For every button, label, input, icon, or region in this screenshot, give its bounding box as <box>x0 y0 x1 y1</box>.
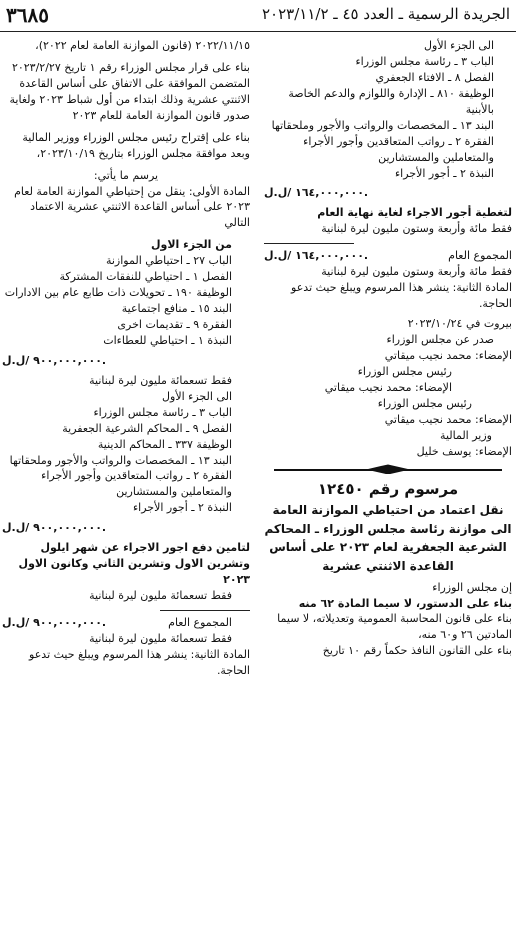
function-line: الوظيفة ٣٣٧ ـ المحاكم الدينية <box>97 437 232 451</box>
article-two: المادة الثانية: ينشر هذا المرسوم ويبلغ حيث تدعو الحاجة. <box>291 281 512 311</box>
chapter-line: الباب ٣ ـ رئاسة مجلس الوزراء <box>355 54 494 68</box>
paragraph-line: الفقرة ٩ ـ تقديمات اخرى <box>117 318 232 331</box>
subparagraph-line: النبذة ٢ ـ أجور الأجراء <box>132 501 232 515</box>
total-label: المجموع العام <box>448 249 512 263</box>
amount: ٩٠٠,٠٠٠,٠٠٠ /ل.ل. <box>2 521 107 535</box>
signature-title: رئيس مجلس الوزراء <box>357 364 452 378</box>
section-line: الفصل ٨ ـ الافتاء الجعفري <box>375 70 494 84</box>
legal-basis: بناء على قانون المحاسبة العمومية وتعديلاته، لا سيما المادتين ٢٦ و٦٠ منه، <box>277 612 512 642</box>
section-separator <box>274 467 502 473</box>
total-label: المجموع العام <box>168 615 232 629</box>
item-line: البند ١٥ ـ منافع اجتماعية <box>121 302 232 316</box>
article-one: المادة الأولى: ينقل من إحتياطي الموازنة العامة لعام ٢٠٢٣ على أساس القاعدة الاثنتي عشرية الاعتماد التالي <box>14 184 250 230</box>
total-rule <box>264 243 354 244</box>
decree-title: نقل اعتماد من احتياطي الموازنة العامة الى موازنة رئاسة مجلس الوزراء ـ المحاكم الشرعية الجعفرية لعام ٢٠٢٣ على أساس القاعدة الاثنتي عشرية <box>264 503 512 573</box>
amount: ٩٠٠,٠٠٠,٠٠٠ /ل.ل. <box>2 353 107 367</box>
proposal: بناء على إقتراح رئيس مجلس الوزراء ووزير المالية <box>22 130 250 144</box>
amount-words: فقط مائة وأربعة وستون مليون ليرة لبنانية <box>321 222 512 236</box>
signature: الإمضاء: محمد نجيب ميقاتي <box>384 348 512 362</box>
total-rule <box>160 610 250 611</box>
subparagraph-line: النبذة ١ ـ احتياطي للعطاءات <box>103 333 232 347</box>
legal-basis: بناء على الدستور، لا سيما المادة ٦٢ منه <box>298 596 512 610</box>
purpose: لتغطية أجور الاجراء لغاية نهاية العام <box>317 206 512 220</box>
subparagraph-line: النبذة ٢ ـ أجور الأجراء <box>394 166 494 180</box>
council-intro: إن مجلس الوزراء <box>432 580 512 594</box>
from-part: من الجزء الاول <box>150 238 232 252</box>
page-number: ٣٦٨٥ <box>6 3 49 27</box>
signature: الإمضاء: محمد نجيب ميقاتي <box>324 380 452 394</box>
right-column <box>264 38 512 659</box>
left-column <box>2 38 250 679</box>
signature: الإمضاء: يوسف خليل <box>416 444 512 458</box>
approval: وبعد موافقة مجلس الوزراء بتاريخ ٢٠٢٣/١٠/١٩، <box>36 146 250 160</box>
signature-title: رئيس مجلس الوزراء <box>377 396 472 410</box>
purpose: لتامين دفع اجور الاجراء عن شهر ايلول وتشرين الاول وتشرين الثاني وكانون الاول ٢٠٢٣ <box>18 541 250 587</box>
signature-title: وزير المالية <box>440 428 492 442</box>
paragraph-line: الفقرة ٢ ـ رواتب المتعاقدين وأجور الأجراء والمتعاملين والمستشارين <box>41 469 232 499</box>
chapter-line: الباب ٣ ـ رئاسة مجلس الوزراء <box>93 405 232 419</box>
amount-words: فقط تسعمائة مليون ليرة لبنانية <box>89 373 232 387</box>
page-header <box>0 0 516 32</box>
law-reference: ٢٠٢٢/١١/١٥ (قانون الموازنة العامة لعام ٢٠٢٢)، <box>35 39 250 52</box>
section-line: الفصل ٩ ـ المحاكم الشرعية الجعفرية <box>62 421 232 435</box>
total-words: فقط تسعمائة مليون ليرة لبنانية <box>89 631 232 645</box>
total-value: ٩٠٠,٠٠٠,٠٠٠ /ل.ل. <box>2 615 107 629</box>
total-row <box>264 248 512 264</box>
item-line: البند ١٣ ـ المخصصات والرواتب والأجور وملحقاتها <box>9 453 232 467</box>
amount: ١٦٤,٠٠٠,٠٠٠ /ل.ل. <box>264 186 369 200</box>
function-line: الوظيفة ١٩٠ ـ تحويلات ذات طابع عام بين الادارات <box>4 286 232 300</box>
section-line: الفصل ١ ـ احتياطي للنفقات المشتركة <box>59 270 232 284</box>
cabinet-decision: بناء على قرار مجلس الوزراء رقم ١ تاريخ ٢٠٢٣/٢/٢٧ المتضمن الموافقة على الاتفاق على أساس القاعدة الاثنتي عشرية وذلك ابتداء من أول شباط ٢٠٢٣ ولغاية صدور قانون الموازنة العامة للعام ٢٠٢٣ <box>9 60 250 122</box>
amount-words: فقط تسعمائة مليون ليرة لبنانية <box>89 589 232 602</box>
chapter-line: الباب ٢٧ ـ احتياطي الموازنة <box>105 254 232 268</box>
legal-basis: بناء على القانون النافذ حكماً رقم ١٠ تاريخ <box>322 644 512 658</box>
total-value: ١٦٤,٠٠٠,٠٠٠ /ل.ل. <box>264 249 369 263</box>
signature: الإمضاء: محمد نجيب ميقاتي <box>384 412 512 426</box>
item-line: البند ١٣ ـ المخصصات والرواتب والأجور وملحقاتها <box>271 118 494 132</box>
paragraph-line: الفقرة ٢ ـ رواتب المتعاقدين وأجور الأجراء والمتعاملين والمستشارين <box>303 134 494 164</box>
to-part: الى الجزء الأول <box>162 389 232 403</box>
function-line: الوظيفة ٨١٠ ـ الإدارة واللوازم والدعم الخاصة بالأبنية <box>288 86 494 116</box>
total-words: فقط مائة وأربعة وستون مليون ليرة لبنانية <box>321 265 512 279</box>
decrees-line: يرسم ما يأتي: <box>93 168 159 182</box>
gazette-title: الجريدة الرسمية ـ العدد ٤٥ ـ ٢٠٢٣/١١/٢ <box>262 5 510 23</box>
decree-number: مرسوم رقم ١٢٤٥٠ <box>317 480 459 499</box>
to-part: الى الجزء الأول <box>424 39 494 52</box>
place-date: بيروت في ٢٠٢٣/١٠/٢٤ <box>407 317 512 330</box>
total-row <box>2 615 250 631</box>
article-two: المادة الثانية: ينشر هذا المرسوم ويبلغ حيث تدعو الحاجة. <box>29 647 250 677</box>
issued-by: صدر عن مجلس الوزراء <box>386 332 494 346</box>
